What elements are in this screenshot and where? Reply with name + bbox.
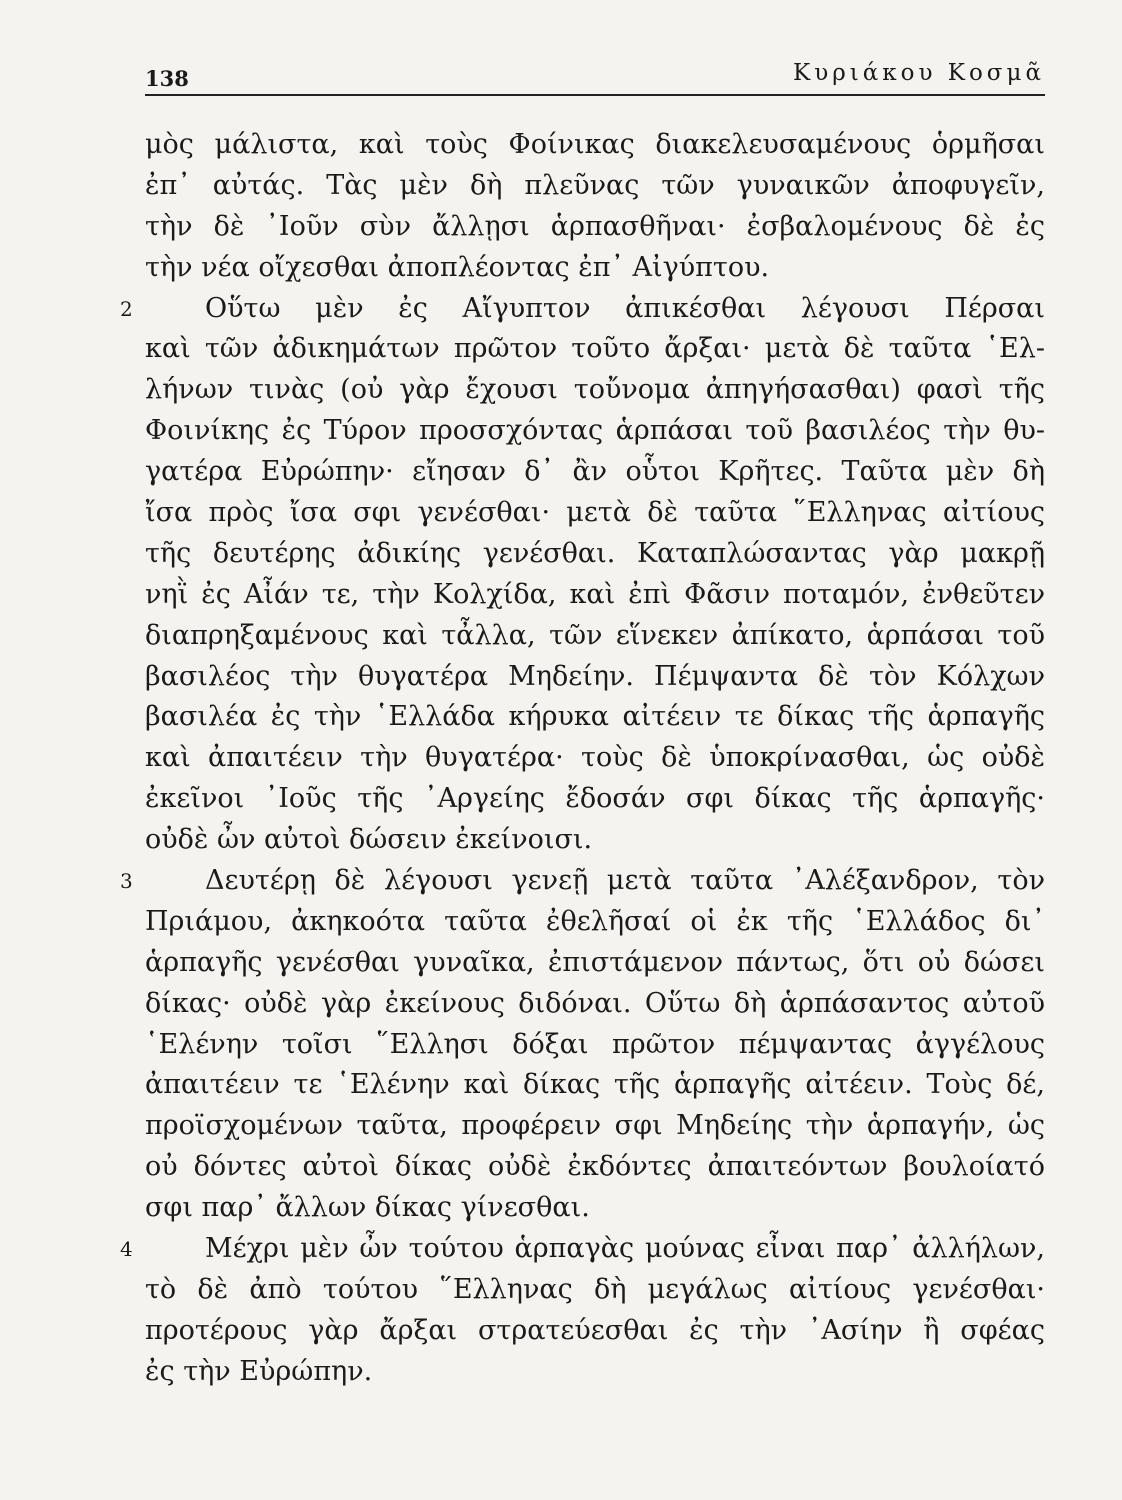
text-line bbox=[145, 820, 1045, 861]
line-text: προτέρους γὰρ ἄρξαι στρατεύεσθαι ἐς τὴν ᾽Ασίην ἢ σφέας bbox=[145, 1314, 1045, 1346]
line-text: τὴν δὲ ᾽Ιοῦν σὺν ἄλλῃσι ἁρπασθῆναι· ἐσβαλομένους δὲ ἐς bbox=[145, 210, 1045, 242]
line-text: σφι παρ᾽ ἄλλων δίκας γίνεσθαι. bbox=[145, 1192, 590, 1224]
text-line bbox=[145, 943, 1045, 984]
line-text: βασιλέος τὴν θυγατέρα Μηδείην. Πέμψαντα δὲ τὸν Κόλχων bbox=[145, 660, 1045, 692]
page-header bbox=[145, 58, 1045, 96]
text-line bbox=[145, 329, 1045, 370]
line-text: ἐς τὴν Εὐρώπην. bbox=[145, 1355, 373, 1387]
line-text: ἁρπαγῆς γενέσθαι γυναῖκα, ἐπιστάμενον πάντως, ὅτι οὐ δώσει bbox=[145, 946, 1045, 978]
line-text: δίκας· οὐδὲ γὰρ ἐκείνους διδόναι. Οὕτω δὴ ἁρπάσαντος αὐτοῦ bbox=[145, 987, 1045, 1019]
text-line bbox=[145, 1065, 1045, 1106]
line-text: καὶ τῶν ἀδικημάτων πρῶτον τοῦτο ἄρξαι· μετὰ δὲ ταῦτα ῾Ελ- bbox=[145, 333, 1045, 365]
line-text: βασιλέα ἐς τὴν ῾Ελλάδα κήρυκα αἰτέειν τε δίκας τῆς ἁρπαγῆς bbox=[145, 701, 1045, 733]
line-text: ἴσα πρὸς ἴσα σφι γενέσθαι· μετὰ δὲ ταῦτα ῞Ελληνας αἰτίους bbox=[145, 497, 1045, 529]
line-text: τὴν νέα οἴχεσθαι ἀποπλέοντας ἐπ᾽ Αἰγύπτου. bbox=[145, 251, 770, 283]
text-line bbox=[145, 166, 1045, 207]
text-line bbox=[145, 207, 1045, 248]
line-text: διαπρηξαμένους καὶ τἆλλα, τῶν εἵνεκεν ἀπίκατο, ἁρπάσαι τοῦ bbox=[145, 619, 1045, 651]
line-text: ῾Ελένην τοῖσι ῞Ελλησι δόξαι πρῶτον πέμψαντας ἀγγέλους bbox=[145, 1028, 1045, 1060]
text-line bbox=[120, 289, 1045, 330]
running-title: Κυριάκου Κοσμᾶ bbox=[793, 60, 1045, 86]
text-line bbox=[145, 1352, 1045, 1393]
text-line bbox=[120, 861, 1045, 902]
text-line bbox=[145, 1188, 1045, 1229]
section-number: 4 bbox=[120, 1237, 133, 1262]
text-line bbox=[145, 657, 1045, 698]
text-line bbox=[145, 370, 1045, 411]
text-line bbox=[145, 1311, 1045, 1352]
line-text: προϊσχομένων ταῦτα, προφέρειν σφι Μηδείης τὴν ἁρπαγήν, ὡς bbox=[145, 1110, 1045, 1142]
text-line bbox=[145, 248, 1045, 289]
text-line bbox=[145, 452, 1045, 493]
line-text: ἀπαιτέειν τε ῾Ελένην καὶ δίκας τῆς ἁρπαγῆς αἰτέειν. Τοὺς δέ, bbox=[145, 1069, 1045, 1101]
line-text: καὶ ἀπαιτέειν τὴν θυγατέρα· τοὺς δὲ ὑποκρίνασθαι, ὡς οὐδὲ bbox=[145, 742, 1045, 774]
line-text: Μέχρι μὲν ὦν τούτου ἁρπαγὰς μούνας εἶναι παρ᾽ ἀλλήλων, bbox=[205, 1233, 1045, 1265]
line-text: νηῒ ἐς Αἶάν τε, τὴν Κολχίδα, καὶ ἐπὶ Φᾶσιν ποταμόν, ἐνθεῦτεν bbox=[145, 578, 1045, 610]
line-text: τὸ δὲ ἀπὸ τούτου ῞Ελληνας δὴ μεγάλως αἰτίους γενέσθαι· bbox=[145, 1273, 1045, 1305]
text-line bbox=[145, 493, 1045, 534]
text-line bbox=[145, 738, 1045, 779]
text-line bbox=[145, 697, 1045, 738]
text-line bbox=[145, 125, 1045, 166]
text-line bbox=[145, 575, 1045, 616]
body-text bbox=[120, 125, 1045, 1393]
text-line bbox=[145, 1025, 1045, 1066]
text-line bbox=[145, 616, 1045, 657]
line-text: Δευτέρῃ δὲ λέγουσι γενεῇ μετὰ ταῦτα ᾽Αλέξανδρον, τὸν bbox=[205, 865, 1045, 897]
line-text: Φοινίκης ἐς Τύρον προσσχόντας ἁρπάσαι τοῦ βασιλέος τὴν θυ- bbox=[145, 415, 1045, 447]
text-line bbox=[120, 1229, 1045, 1270]
section-number: 2 bbox=[120, 296, 133, 321]
line-text: γατέρα Εὐρώπην· εἴησαν δ᾽ ἂν οὗτοι Κρῆτες. Ταῦτα μὲν δὴ bbox=[145, 456, 1045, 488]
line-text: λήνων τινὰς (οὐ γὰρ ἔχουσι τοὔνομα ἀπηγήσασθαι) φασὶ τῆς bbox=[145, 374, 1045, 406]
line-text: μὸς μάλιστα, καὶ τοὺς Φοίνικας διακελευσαμένους ὁρμῆσαι bbox=[145, 129, 1045, 160]
text-line bbox=[145, 902, 1045, 943]
text-line bbox=[145, 1147, 1045, 1188]
line-text: Οὕτω μὲν ἐς Αἴγυπτον ἀπικέσθαι λέγουσι Πέρσαι bbox=[205, 292, 1045, 324]
text-line bbox=[145, 1106, 1045, 1147]
line-text: ἐκεῖνοι ᾽Ιοῦς τῆς ᾽Αργείης ἔδοσάν σφι δίκας τῆς ἁρπαγῆς· bbox=[145, 783, 1045, 815]
text-line bbox=[145, 984, 1045, 1025]
text-line bbox=[145, 411, 1045, 452]
text-line bbox=[145, 779, 1045, 820]
line-text: οὐδὲ ὦν αὐτοὶ δώσειν ἐκείνοισι. bbox=[145, 824, 593, 856]
page-number: 138 bbox=[145, 66, 189, 91]
text-line bbox=[145, 1270, 1045, 1311]
line-text: ἐπ᾽ αὐτάς. Τὰς μὲν δὴ πλεῦνας τῶν γυναικῶν ἀποφυγεῖν, bbox=[145, 169, 1045, 201]
section-number: 3 bbox=[120, 869, 133, 894]
line-text: Πριάμου, ἀκηκοότα ταῦτα ἐθελῆσαί οἱ ἐκ τῆς ῾Ελλάδος δι᾽ bbox=[145, 905, 1045, 937]
line-text: οὐ δόντες αὐτοὶ δίκας οὐδὲ ἐκδόντες ἀπαιτεόντων βουλοίατό bbox=[145, 1151, 1045, 1183]
text-line bbox=[145, 534, 1045, 575]
line-text: τῆς δευτέρης ἀδικίης γενέσθαι. Καταπλώσαντας γὰρ μακρῇ bbox=[145, 537, 1045, 569]
